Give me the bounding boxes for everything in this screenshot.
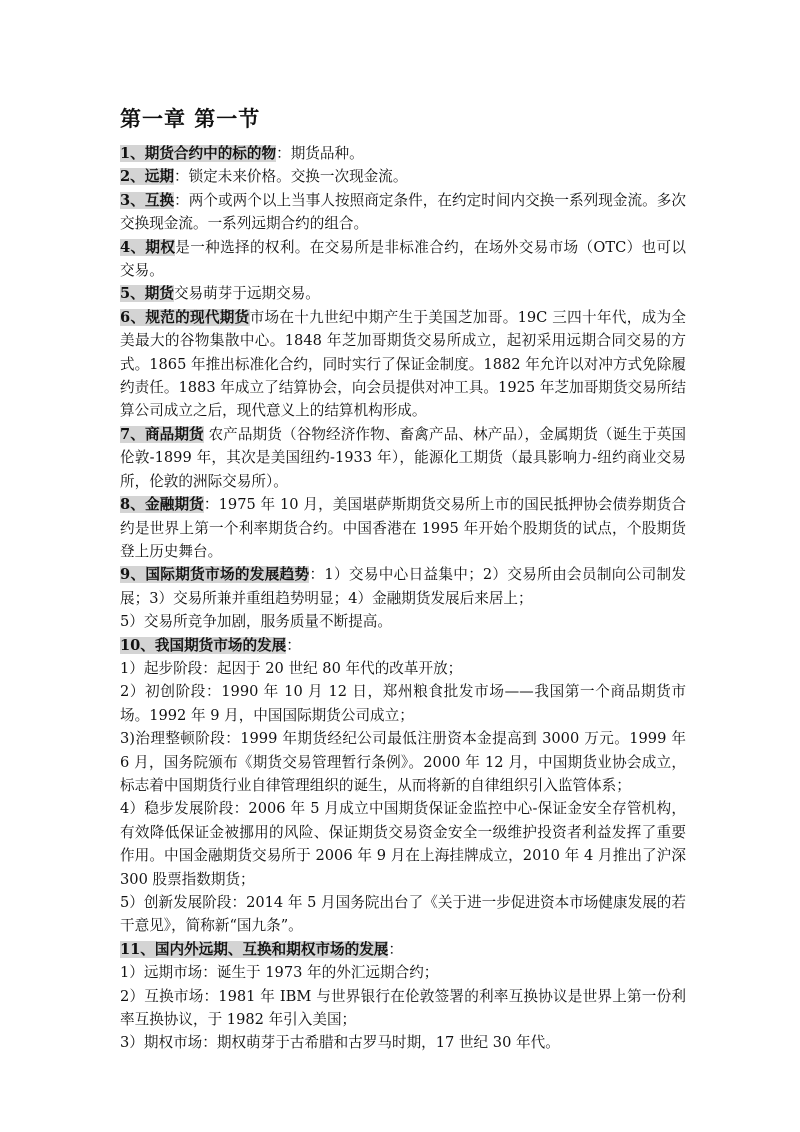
item-2 (120, 165, 686, 188)
item-4-key: 4、期权 (120, 238, 176, 256)
item-6-text: 市场在十九世纪中期产生于美国芝加哥。19C 三四十年代，成为全美最大的谷物集散中心。1848 年芝加哥期货交易所成立，起初采用远期合同交易的方式。1865 年推出标准化合约，同时实行了保证金制度。1882 年允许以对冲方式免除履约责任。1883 年成立了结算协会，向会员提供对冲工具。1925 年芝加哥期货交易所结算公司成立之后，现代意义上的结算机构形成。 (120, 308, 686, 420)
item-8-key: 8、金融期货 (120, 496, 204, 514)
section-11-line-2: 2）互换市场：1981 年 IBM 与世界银行在伦敦签署的利率互换协议是世界上第一份利率互换协议，于 1982 年引入美国； (120, 987, 686, 1029)
chapter-title: 第一章 第一节 (120, 106, 261, 131)
item-2-text: ：锁定未来价格。交换一次现金流。 (173, 168, 408, 186)
item-6 (120, 306, 686, 423)
item-5 (120, 282, 686, 305)
item-1-key: 1、期货合约中的标的物 (120, 145, 277, 162)
section-11-heading (120, 938, 686, 961)
section-10-line-5: 5）创新发展阶段：2014 年 5 月国务院出台了《关于进一步促进资本市场健康发展的若干意见》，简称新“国九条”。 (120, 894, 686, 935)
section-10-colon: ： (286, 636, 301, 654)
item-1-text: ：期货品种。 (276, 145, 364, 162)
section-10-key: 10、我国期货市场的发展 (120, 636, 287, 654)
item-3-text: ：两个或两个以上当事人按照商定条件，在约定时间内交换一系列现金流。多次交换现金流。一系列远期合约的组合。 (120, 191, 686, 233)
document-page (120, 104, 686, 1055)
section-10-line-3: 3)治理整顿阶段：1999 年期货经纪公司最低注册资本金提高到 3000 万元。1999 年 6 月，国务院颁布《期货交易管理暂行条例》。2000 年 12 月，中国期货业协会成立，标志着中国期货行业自律管理组织的诞生，从而将新的自律组织引入监管体系； (120, 730, 686, 794)
item-3-key: 3、互换 (120, 191, 175, 209)
item-2-key: 2、远期 (120, 168, 174, 186)
section-11-colon: ： (388, 940, 404, 958)
item-7 (120, 423, 686, 493)
section-10-line-4: 4）稳步发展阶段：2006 年 5 月成立中国期货保证金监控中心-保证金安全存管机构，有效降低保证金被挪用的风险、保证期货交易资金安全一级维护投资者利益发挥了重要作用。中国金融期货交易所于 2006 年 9 月在上海挂牌成立，2010 年 4 月推出了沪深 300 股票指数期货； (120, 800, 686, 888)
item-8 (120, 493, 686, 563)
section-10-line-1: 1）起步阶段：起因于 20 世纪 80 年代的改革开放； (120, 659, 463, 677)
item-5-text: 交易萌芽于远期交易。 (173, 285, 320, 303)
section-11-line-3: 3）期权市场：期权萌芽于古希腊和古罗马时期，17 世纪 30 年代。 (120, 1034, 560, 1052)
item-9-key: 9、国际期货市场的发展趋势 (120, 566, 310, 584)
item-9-extra: 5）交易所竞争加剧，服务质量不断提高。 (120, 613, 392, 631)
section-10-line-2: 2）初创阶段：1990 年 10 月 12 日，郑州粮食批发市场——我国第一个商品期货市场。1992 年 9 月，中国国际期货公司成立； (120, 683, 686, 724)
item-9 (120, 563, 686, 610)
item-8-text: ：1975 年 10 月，美国堪萨斯期货交易所上市的国民抵押协会债券期货合约是世界上第一个利率期货合约。中国香港在 1995 年开始个股期货的试点，个股期货登上历史舞台。 (120, 496, 687, 560)
item-6-key: 6、规范的现代期货 (120, 308, 250, 326)
item-5-key: 5、期货 (120, 285, 174, 303)
section-11-key: 11、国内外远期、互换和期权市场的发展 (120, 940, 389, 958)
item-7-key: 7、商品期货 (120, 425, 204, 443)
item-3 (120, 189, 686, 236)
item-4-text: 是一种选择的权利。在交易所是非标准合约，在场外交易市场（OTC）也可以交易。 (120, 238, 686, 280)
item-4 (120, 236, 686, 283)
item-1 (120, 142, 686, 165)
item-7-text: 农产品期货（谷物经济作物、畜禽产品、林产品），金属期货（诞生于英国伦敦-1899 年，其次是美国纽约-1933 年），能源化工期货（最具影响力-纽约商业交易所，伦敦的洲际交易所）。 (120, 425, 687, 490)
section-10-heading (120, 634, 686, 657)
section-11-line-1: 1）远期市场：诞生于 1973 年的外汇远期合约； (120, 964, 439, 982)
item-9-text: ：1）交易中心日益集中；2）交易所由会员制向公司制发展；3）交易所兼并重组趋势明显；4）金融期货发展后来居上； (120, 566, 687, 607)
